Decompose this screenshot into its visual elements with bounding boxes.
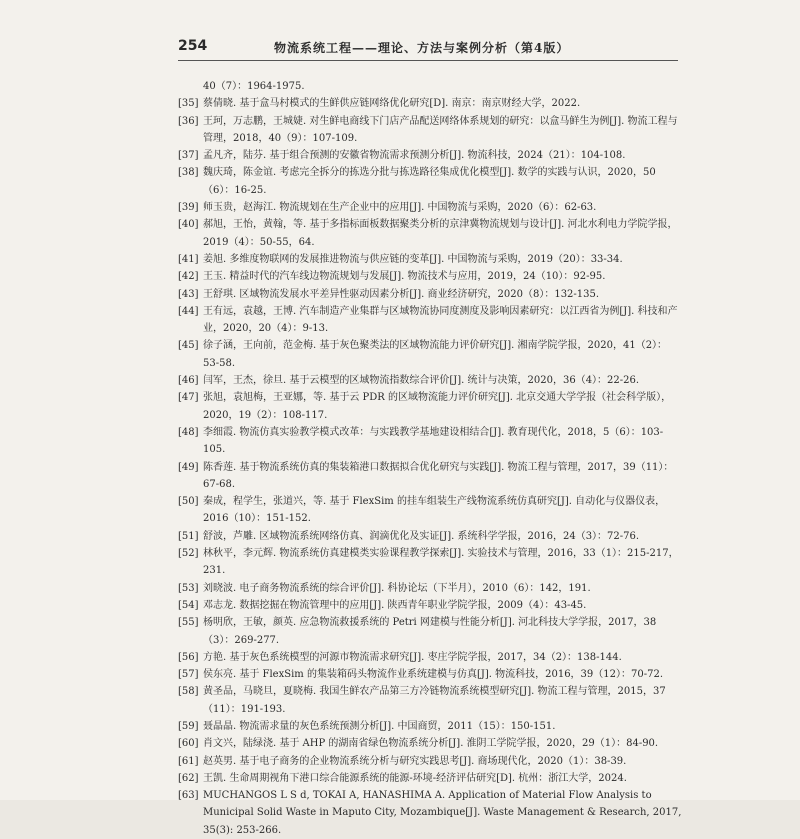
reference-text: 杨明欣，王敏，颜英. 应急物流救援系统的 Petri 网建模与性能分析[J]. 河北科技大学学报，2017，38（3）：269-277.: [203, 617, 657, 646]
reference-item: [178, 424, 683, 459]
page-number: 254: [178, 38, 208, 54]
reference-number: [49]: [178, 461, 199, 473]
reference-item: [178, 528, 683, 545]
reference-text: 舒波，芦雕. 区域物流系统网络仿真、润滴优化及实证[J]. 系统科学学报，2016，24（3）：72-76.: [203, 530, 640, 542]
reference-item: [178, 95, 683, 112]
reference-item: [178, 268, 683, 285]
reference-number: [57]: [178, 669, 199, 681]
reference-number: [61]: [178, 755, 199, 767]
reference-text: MUCHANGOS L S d, TOKAI A, HANASHIMA A. Application of Material Flow Analysis to Municipal Solid Waste in Maputo City, Mozambique[J]. Waste Management & Research, 2017, 35(3): 253-266.: [203, 790, 682, 836]
reference-item: [178, 337, 683, 372]
reference-number: [35]: [178, 98, 199, 110]
reference-number: [42]: [178, 271, 199, 283]
reference-item: [178, 216, 683, 251]
reference-item: [178, 787, 683, 839]
reference-text: 魏庆琦，陈金谊. 考虑完全拆分的拣选分批与拣选路径集成优化模型[J]. 数学的实践与认识，2020，50（6）：16-25.: [203, 167, 656, 196]
reference-item: [178, 718, 683, 735]
reference-list: [178, 78, 683, 839]
reference-text: 王凯. 生命周期视角下港口综合能源系统的能源-环境-经济评估研究[D]. 杭州：浙江大学，2024.: [203, 772, 627, 784]
reference-number: [36]: [178, 115, 199, 127]
reference-number: [59]: [178, 720, 199, 732]
reference-number: [50]: [178, 496, 199, 508]
reference-text: 师玉贵，赵海江. 物流规划在生产企业中的应用[J]. 中国物流与采购，2020（6）：62-63.: [203, 202, 597, 214]
reference-text: 李细霞. 物流仿真实验教学模式改革：与实践教学基地建设相结合[J]. 教育现代化，2018，5（6）：103-105.: [203, 426, 664, 456]
reference-item: [178, 147, 683, 164]
reference-text: 40（7）：1964-1975.: [203, 81, 305, 92]
reference-number: [60]: [178, 738, 199, 750]
reference-item: [178, 389, 683, 424]
reference-text: 聂晶晶. 物流需求量的灰色系统预测分析[J]. 中国商贸，2011（15）：150-151.: [203, 720, 556, 732]
reference-number: [63]: [178, 790, 199, 802]
reference-text: 张旭，袁旭梅，王亚娜，等. 基于云 PDR 的区域物流能力评价研究[J]. 北京交通大学学报（社会科学版），2020，19（2）：108-117.: [203, 392, 672, 421]
reference-number: [47]: [178, 392, 199, 404]
reference-item: [178, 493, 683, 528]
reference-number: [44]: [178, 305, 199, 317]
reference-number: [53]: [178, 582, 199, 594]
reference-item: [178, 770, 683, 787]
reference-number: [48]: [178, 426, 199, 438]
reference-text: 王舒琪. 区域物流发展水平差异性驱动因素分析[J]. 商业经济研究，2020（8）：132-135.: [203, 288, 600, 300]
reference-number: [52]: [178, 548, 199, 560]
reference-number: [37]: [178, 150, 199, 162]
page-header: [178, 38, 678, 61]
reference-item: [178, 459, 683, 494]
reference-number: [58]: [178, 686, 199, 698]
reference-item: [178, 78, 683, 95]
reference-number: [40]: [178, 219, 199, 231]
reference-number: [46]: [178, 375, 199, 387]
reference-text: 王有远，袁越，王博. 汽车制造产业集群与区域物流协同度测度及影响因素研究：以江西省为例[J]. 科技和产业，2020，20（4）：9-13.: [203, 305, 678, 335]
reference-text: 郝旭，王怡，黄翰，等. 基于多指标面板数据聚类分析的京津冀物流规划与设计[J]. 河北水利电力学院学报，2019（4）：50-55，64.: [203, 219, 678, 248]
reference-text: 刘晓波. 电子商务物流系统的综合评价[J]. 科协论坛（下半月），2010（6）：142，191.: [203, 582, 591, 594]
reference-text: 闫军，王杰，徐旦. 基于云模型的区域物流指数综合评价[J]. 统计与决策，2020，36（4）：22-26.: [203, 375, 640, 387]
reference-item: [178, 735, 683, 752]
reference-item: [178, 683, 683, 718]
reference-item: [178, 164, 683, 199]
reference-text: 侯东亮. 基于 FlexSim 的集装箱码头物流作业系统建模与仿真[J]. 物流科技，2016，39（12）：70-72.: [203, 669, 664, 681]
reference-text: 肖文兴，陆绿浇. 基于 AHP 的湖南省绿色物流系统分析[J]. 淮阴工学院学报，2020，29（1）：84-90.: [203, 738, 659, 750]
reference-text: 方艳. 基于灰色系统模型的河源市物流需求研究[J]. 枣庄学院学报，2017，34（2）：138-144.: [203, 651, 622, 663]
reference-item: [178, 614, 683, 649]
reference-text: 黄圣品，马晓旦，夏晓梅. 我国生鲜农产品第三方冷链物流系统模型研究[J]. 物流工程与管理，2015，37（11）：191-193.: [203, 686, 666, 715]
reference-item: [178, 666, 683, 683]
reference-text: 王玉. 精益时代的汽车线边物流规划与发展[J]. 物流技术与应用，2019，24（10）：92-95.: [203, 271, 606, 283]
reference-text: 王珂，万志鹏，王城婕. 对生鲜电商线下门店产品配送网络体系规划的研究：以盒马鲜生为例[J]. 物流工程与管理，2018，40（9）：107-109.: [203, 115, 678, 144]
reference-number: [43]: [178, 288, 199, 300]
reference-item: [178, 372, 683, 389]
reference-text: 秦成，程学生，张道兴，等. 基于 FlexSim 的挂车组装生产线物流系统仿真研究[J]. 自动化与仪器仪表，2016（10）：151-152.: [203, 496, 666, 525]
reference-text: 孟凡齐，陆芬. 基于组合预测的安徽省物流需求预测分析[J]. 物流科技，2024（21）：104-108.: [203, 150, 626, 162]
reference-number: [55]: [178, 617, 199, 629]
reference-number: [54]: [178, 599, 199, 611]
reference-item: [178, 580, 683, 597]
reference-item: [178, 753, 683, 770]
reference-item: [178, 113, 683, 148]
reference-number: [45]: [178, 340, 199, 352]
reference-text: 徐子涵，王向前，范金梅. 基于灰色聚类法的区域物流能力评价研究[J]. 湘南学院学报，2020，41（2）：53-58.: [203, 340, 668, 369]
reference-text: 邓志龙. 数据挖掘在物流管理中的应用[J]. 陕西青年职业学院学报，2009（4）：43-45.: [203, 599, 587, 611]
reference-item: [178, 199, 683, 216]
reference-item: [178, 286, 683, 303]
running-title: 物流系统工程——理论、方法与案例分析（第4版）: [274, 41, 570, 55]
reference-number: [62]: [178, 772, 199, 784]
reference-item: [178, 251, 683, 268]
reference-text: 林秋平，李元辉. 物流系统仿真建模类实验课程教学探索[J]. 实验技术与管理，2016，33（1）：215-217，231.: [203, 548, 679, 577]
reference-item: [178, 597, 683, 614]
reference-number: [51]: [178, 530, 199, 542]
reference-number: [41]: [178, 253, 199, 265]
reference-item: [178, 303, 683, 338]
reference-item: [178, 545, 683, 580]
reference-number: [38]: [178, 167, 199, 179]
reference-number: [39]: [178, 202, 199, 214]
reference-item: [178, 649, 683, 666]
reference-text: 蔡倩晓. 基于盒马村模式的生鲜供应链网络优化研究[D]. 南京：南京财经大学，2022.: [203, 98, 581, 110]
reference-text: 陈香莲. 基于物流系统仿真的集装箱港口数据拟合优化研究与实践[J]. 物流工程与管理，2017，39（11）：67-68.: [203, 461, 674, 490]
reference-number: [56]: [178, 651, 199, 663]
reference-text: 姜旭. 多维度物联网的发展推进物流与供应链的变革[J]. 中国物流与采购，2019（20）：33-34.: [203, 253, 623, 265]
reference-text: 赵英男. 基于电子商务的企业物流系统分析与研究实践思考[J]. 商场现代化，2020（1）：38-39.: [203, 755, 627, 767]
